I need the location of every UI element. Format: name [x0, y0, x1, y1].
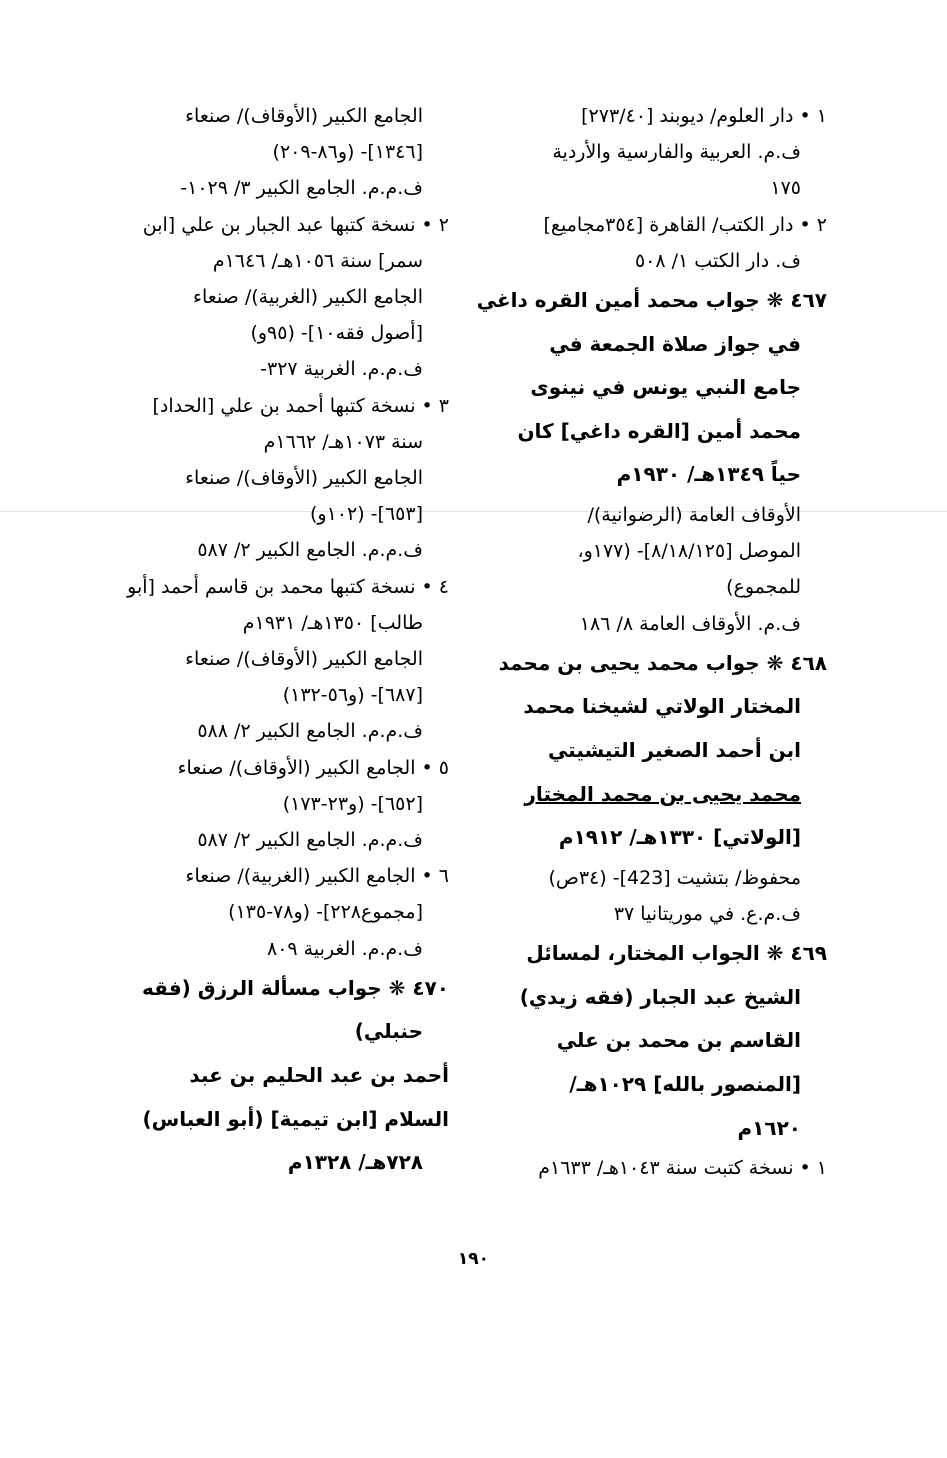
text-line: ٧٢٨هـ/ ١٣٢٨م	[287, 1150, 423, 1175]
text-line: محمد يحيى بن محمد المختار	[524, 781, 801, 806]
text-line: ٣ • نسخة كتبها أحمد بن علي [الحداد]	[152, 394, 449, 417]
text-line: الجامع الكبير (الأوقاف)/ صنعاء	[185, 467, 423, 490]
text-line: سمر] سنة ١٠٥٦هـ/ ١٦٤٦م	[212, 249, 423, 272]
text-line: الأوقاف العامة (الرضوانية)/	[587, 503, 801, 526]
text-line: محمد أمين [القره داغي] كان	[517, 418, 801, 443]
right-column	[476, 98, 827, 1186]
text-line: طالب] ١٣٥٠هـ/ ١٩٣١م	[242, 611, 423, 634]
text-line: ٥ • الجامع الكبير (الأوقاف)/ صنعاء	[177, 756, 449, 779]
text-line: ف.م. العربية والفارسية والأردية	[552, 141, 801, 164]
text-line: جامع النبي يونس في نينوى	[530, 375, 801, 400]
text-line: حنبلي)	[354, 1019, 423, 1044]
text-line: ابن أحمد الصغير التيشيتي	[547, 737, 801, 762]
text-line: [٦٥٢]- (و٢٣-١٧٣)	[282, 792, 423, 815]
text-line: الجامع الكبير (الغربية)/ صنعاء	[193, 286, 423, 309]
text-line: ف.م.ع. في موريتانيا ٣٧	[613, 902, 801, 925]
text-line: في جواز صلاة الجمعة في	[549, 331, 801, 356]
text-line: المختار الولاتي لشيخنا محمد	[523, 694, 801, 719]
text-line: [٦٥٣]- (١٠٢و)	[310, 503, 423, 526]
text-line: ف.م. الأوقاف العامة ٨/ ١٨٦	[579, 612, 801, 635]
text-line: [أصول فقه١٠]- (٩٥و)	[250, 322, 423, 345]
text-line: ١٦٢٠م	[737, 1115, 801, 1140]
text-line: ٢ • دار الكتب/ القاهرة [٣٥٤مجاميع]	[543, 213, 827, 236]
text-line: ف.م.م. الغربية ٣٢٧-	[260, 358, 423, 381]
left-column	[99, 98, 449, 1185]
text-line: ٤ • نسخة كتبها محمد بن قاسم أحمد [أبو	[127, 575, 449, 598]
page-number: ١٩٠	[457, 1249, 490, 1269]
text-line: ١٧٥	[770, 177, 801, 200]
text-line: محفوظ/ بتشيت [423]- (٣٤ص)	[548, 866, 801, 889]
text-line: ٢ • نسخة كتبها عبد الجبار بن علي [ابن	[142, 213, 449, 236]
text-line: الموصل [٨/١٨/١٢٥]- (١٧٧و،	[577, 540, 801, 563]
text-line: ١ • نسخة كتبت سنة ١٠٤٣هـ/ ١٦٣٣م	[538, 1157, 827, 1180]
text-line: [مجموع٢٢٨]- (و٧٨-١٣٥)	[228, 901, 423, 924]
text-line: القاسم بن محمد بن علي	[556, 1028, 801, 1053]
text-line: [٦٨٧]- (و٥٦-١٣٢)	[282, 684, 423, 707]
text-line: ف.م.م. الجامع الكبير ٢/ ٥٨٨	[197, 720, 423, 743]
text-line: ٦ • الجامع الكبير (الغربية)/ صنعاء	[185, 865, 449, 888]
text-line: ف.م.م. الجامع الكبير ٣/ ١٠٢٩-	[180, 177, 423, 200]
text-line: ف.م.م. الجامع الكبير ٢/ ٥٨٧	[197, 539, 423, 562]
text-line: [١٣٤٦]- (و٨٦-٢٠٩)	[272, 141, 423, 164]
entry-heading: ٤٧٠ ❋ جواب مسألة الرزق (فقه	[142, 975, 449, 1000]
text-line: الجامع الكبير (الأوقاف)/ صنعاء	[185, 648, 423, 671]
text-line: حياً ١٣٤٩هـ/ ١٩٣٠م	[616, 462, 801, 487]
text-line: [الولاتي] ١٣٣٠هـ/ ١٩١٢م	[558, 825, 801, 850]
text-line: ١ • دار العلوم/ ديوبند [٢٧٣/٤٠]	[581, 105, 827, 127]
text-line: ف.م.م. الجامع الكبير ٢/ ٥٨٧	[197, 829, 423, 852]
text-line: أحمد بن عبد الحليم بن عبد	[189, 1063, 449, 1088]
text-line: ف. دار الكتب ١/ ٥٠٨	[634, 249, 801, 272]
text-line: للمجموع)	[726, 576, 801, 599]
text-line: [المنصور بالله] ١٠٢٩هـ/	[569, 1071, 801, 1096]
entry-heading: ٤٦٧ ❋ جواب محمد أمين القره داغي	[476, 288, 827, 313]
text-line: الشيخ عبد الجبار (فقه زيدي)	[519, 984, 801, 1009]
text-line: السلام [ابن تيمية] (أبو العباس)	[142, 1106, 449, 1131]
text-line: ف.م.م. الغربية ٨٠٩	[267, 937, 423, 960]
text-line: الجامع الكبير (الأوقاف)/ صنعاء	[185, 105, 423, 127]
entry-heading: ٤٦٩ ❋ الجواب المختار، لمسائل	[526, 941, 827, 966]
entry-heading: ٤٦٨ ❋ جواب محمد يحيى بن محمد	[498, 650, 827, 675]
text-line: سنة ١٠٧٣هـ/ ١٦٦٢م	[263, 430, 423, 453]
